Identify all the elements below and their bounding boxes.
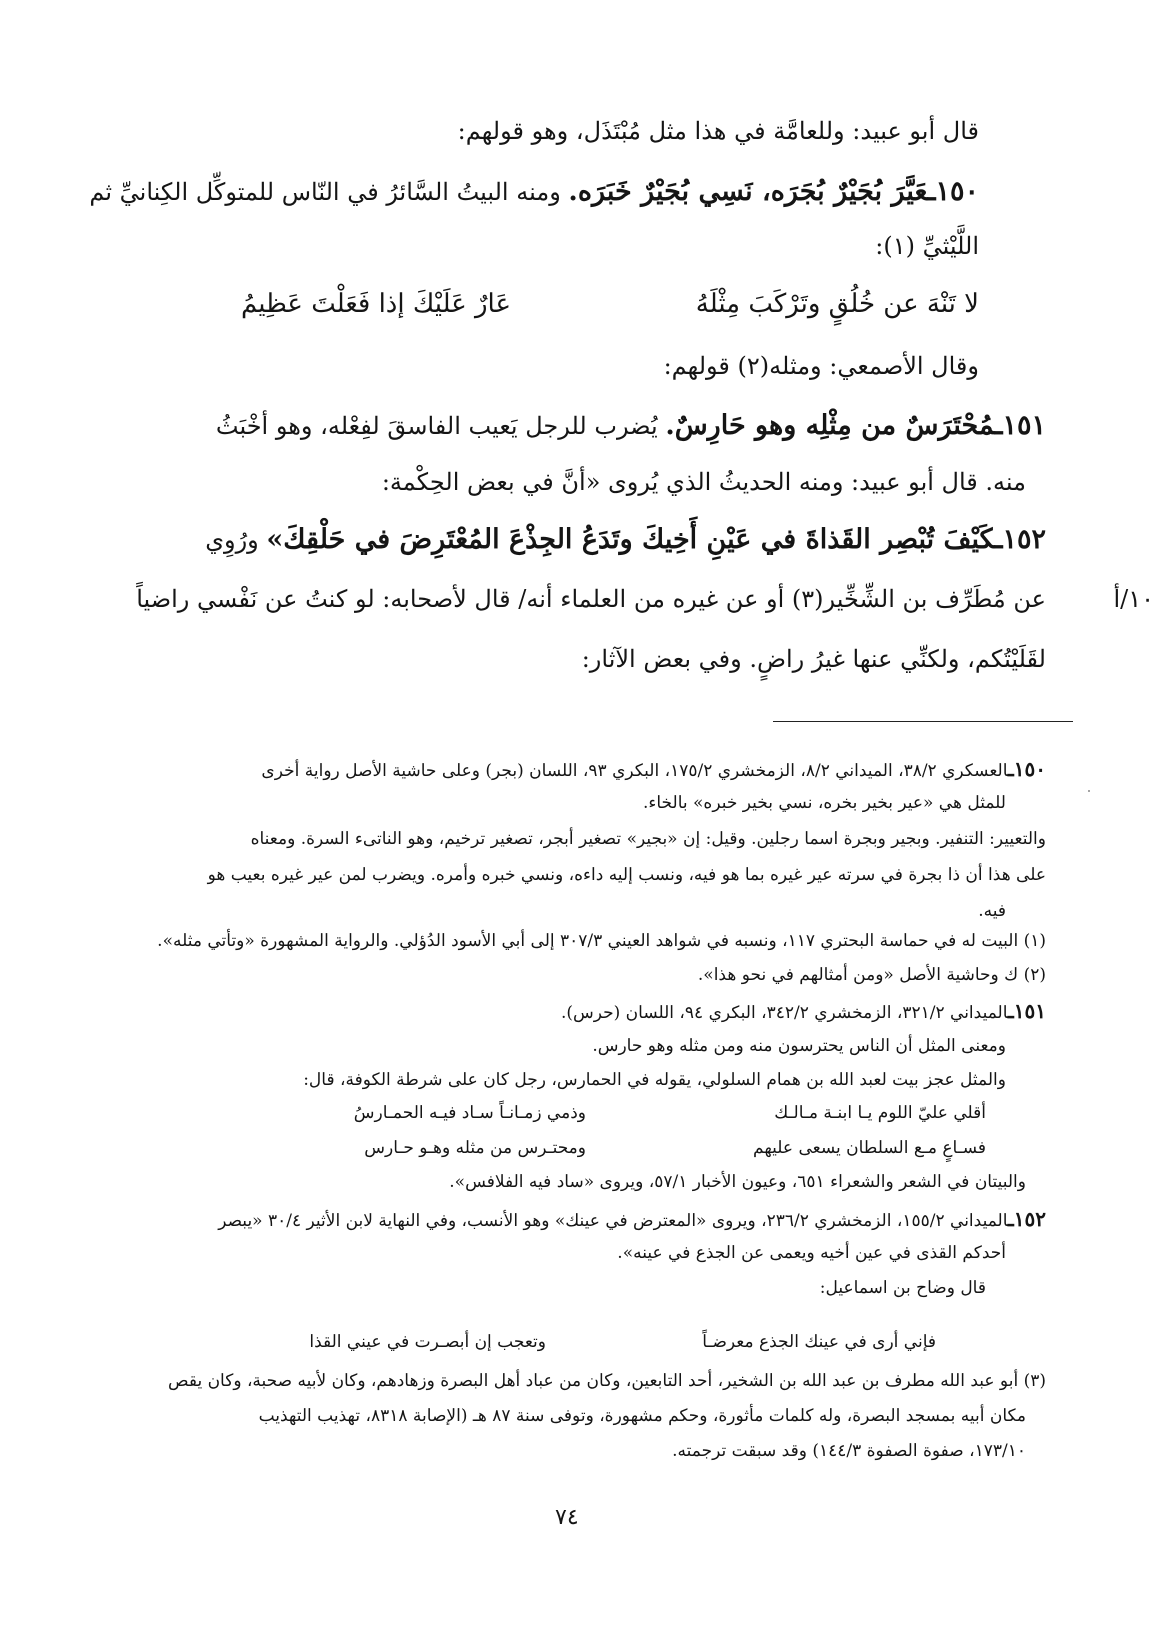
verse-second-hemistich: عَارٌ عَلَيْكَ إذا فَعَلْتَ عَظِيمُ [240,289,511,319]
footnote-3-line-1: (٣) أبو عبد الله مطرف بن عبد الله بن الشخير، أحد التابعين، وكان من عباد أهل البصرة وزهادهم، وكان لأبيه صحبة، وكان يقص [168,1371,1046,1391]
footnote-verse-2-first: فسـاعٍ مـع السلطان يسعى عليهم [753,1138,986,1158]
footnote-3-line-3: ١٧٣/١٠، صفوة الصفوة ١٤٤/٣) وقد سبقت ترجمته. [672,1441,1026,1461]
scan-speck [1088,790,1090,792]
footnote-verse-3-second: وتعجب إن أبصـرت في عيني القذا [309,1332,546,1352]
footnote-150-line-4: على هذا أن ذا بجرة في سرته عير غيره بما هو فيه، ونسب إليه داءه، ونسي خبره وأمره. ويضرب لمن عير غيره بعيب هو [207,865,1046,885]
proverb-150-continuation: اللَّيْثيِّ (١): [875,232,979,260]
proverb-151-number: ١٥١ـ [994,410,1046,441]
footnote-2: (٢) ك وحاشية الأصل «ومن أمثالهم في نحو هذا». [697,965,1046,985]
proverb-152-continuation-2: لقَلَيْتُكم، ولكنِّي عنها غيرُ راضٍ. وفي بعض الآثار: [581,645,1046,673]
proverb-151-line [216,410,1046,441]
footnote-1: (١) البيت له في حماسة البحتري ١١٧، ونسبه في شواهد العيني ٣٠٧/٣ إلى أبي الأسود الدُؤلي. والرواية المشهورة «وتأتي مثله». [157,931,1046,951]
proverb-152-line [205,524,1046,555]
footnote-verse-1-first: أقلي عليّ اللوم يـا ابنـة مـالـك [774,1103,986,1123]
proverb-151-commentary: يُضرب للرجل يَعيب الفاسقَ لفِعْله، وهو أخْبَثُ [215,412,658,440]
footnote-152-number: ١٥٢ـ [1007,1207,1046,1231]
proverb-152-text: كَيْفَ تُبْصِر القَذاةَ في عَيْنِ أَخِيكَ وتَدَعُ الجِذْعَ المُعْتَرِضَ في حَلْقِكَ» [266,524,995,555]
footnote-151-number: ١٥١ـ [1007,999,1046,1023]
proverb-150-text: عَيَّرَ بُجَيْرٌ بُجَرَه، نَسِي بُجَيْرٌ خَبَرَه. [568,176,928,207]
footnote-152-line-1 [218,1207,1046,1231]
proverb-152-commentary: ورُوِي [205,526,259,554]
proverb-151-continuation: منه. قال أبو عبيد: ومنه الحديثُ الذي يُروى «أنَّ في بعض الحِكْمة: [381,468,1026,496]
verse-first-hemistich: لا تَنْهَ عن خُلُقٍ وتَرْكَبَ مِثْلَهُ [695,289,979,319]
footnote-150-line-2: للمثل هي «عير بخير بخره، نسي بخير خبره» بالخاء. [642,793,1006,813]
footnote-151-text-1: الميداني ٣٢١/٢، الزمخشري ٣٤٢/٢، البكري ٩٤، اللسان (حرس). [560,1003,1008,1023]
proverb-152-number: ١٥٢ـ [994,524,1046,555]
footnote-verse-1-second: وذمي زمـانـاً سـاد فيـه الحمـارسُ [353,1103,586,1123]
footnote-150-text-1: العسكري ٣٨/٢، الميداني ٨/٢، الزمخشري ١٧٥/٢، البكري ٩٣، اللسان (بجر) وعلى حاشية الأصل رواية أخرى [261,761,1008,781]
proverb-152-continuation-1: عن مُطَرِّف بن الشِّخِّير(٣) أو عن غيره من العلماء أنه/ قال لأصحابه: لو كنتُ عن نَفْسي راضياً [136,585,1046,613]
footnote-151-line-3: والمثل عجز بيت لعبد الله بن همام السلولي، يقوله في الحمارس، رجل كان على شرطة الكوفة، قال: [303,1070,1006,1090]
main-line-asmai: وقال الأصمعي: ومثله(٢) قولهم: [663,352,979,380]
footnote-151-line-4: والبيتان في الشعر والشعراء ٦٥١، وعيون الأخبار ٥٧/١، ويروى «ساد فيه الفلافس». [449,1172,1026,1192]
footnote-150-number: ١٥٠ـ [1007,757,1046,781]
footnote-separator [773,721,1073,722]
footnote-152-line-2: أحدكم القذى في عين أخيه ويعمى عن الجذع في عينه». [617,1243,1006,1263]
main-line-intro: قال أبو عبيد: وللعامَّة في هذا مثل مُبْتَذَل، وهو قولهم: [457,117,979,145]
folio-margin-note: ١٠/أ [1113,585,1154,613]
footnote-verse-3-first: فإني أرى في عينك الجذع معرضـاً [702,1332,936,1352]
proverb-150-number: ١٥٠ـ [927,176,979,207]
page-number: ٧٤ [555,1505,579,1530]
proverb-150-commentary: ومنه البيتُ السَّائرُ في النّاس للمتوكِّل الكِنانيِّ ثم [89,178,561,206]
footnote-150-line-1 [261,757,1046,781]
footnote-verse-2-second: ومحتـرس من مثله وهـو حـارس [364,1138,586,1158]
footnote-150-line-3: والتعيير: التنفير. وبجير وبجرة اسما رجلين. وقيل: إن «بجير» تصغير أبجر، تصغير ترخيم، وهو الناتىء السرة. ومعناه [250,829,1046,849]
footnote-151-line-1 [561,999,1046,1023]
footnote-151-line-2: ومعنى المثل أن الناس يحترسون منه ومن مثله وهو حارس. [592,1036,1006,1056]
footnote-150-line-5: فيه. [978,901,1006,921]
footnote-152-text-1: الميداني ١٥٥/٢، الزمخشري ٢٣٦/٢، ويروى «المعترض في عينك» وهو الأنسب، وفي النهاية لابن الأثير ٣٠/٤ «يبصر [218,1211,1008,1231]
proverb-150-line [89,176,979,207]
footnote-152-line-3: قال وضاح بن اسماعيل: [819,1278,986,1298]
proverb-151-text: مُحْتَرَسٌ من مِثْلِه وهو حَارِسٌ. [665,410,995,441]
footnote-3-line-2: مكان أبيه بمسجد البصرة، وله كلمات مأثورة، وحكم مشهورة، وتوفى سنة ٨٧ هـ (الإصابة ٨٣١٨، تهذيب التهذيب [258,1406,1026,1426]
